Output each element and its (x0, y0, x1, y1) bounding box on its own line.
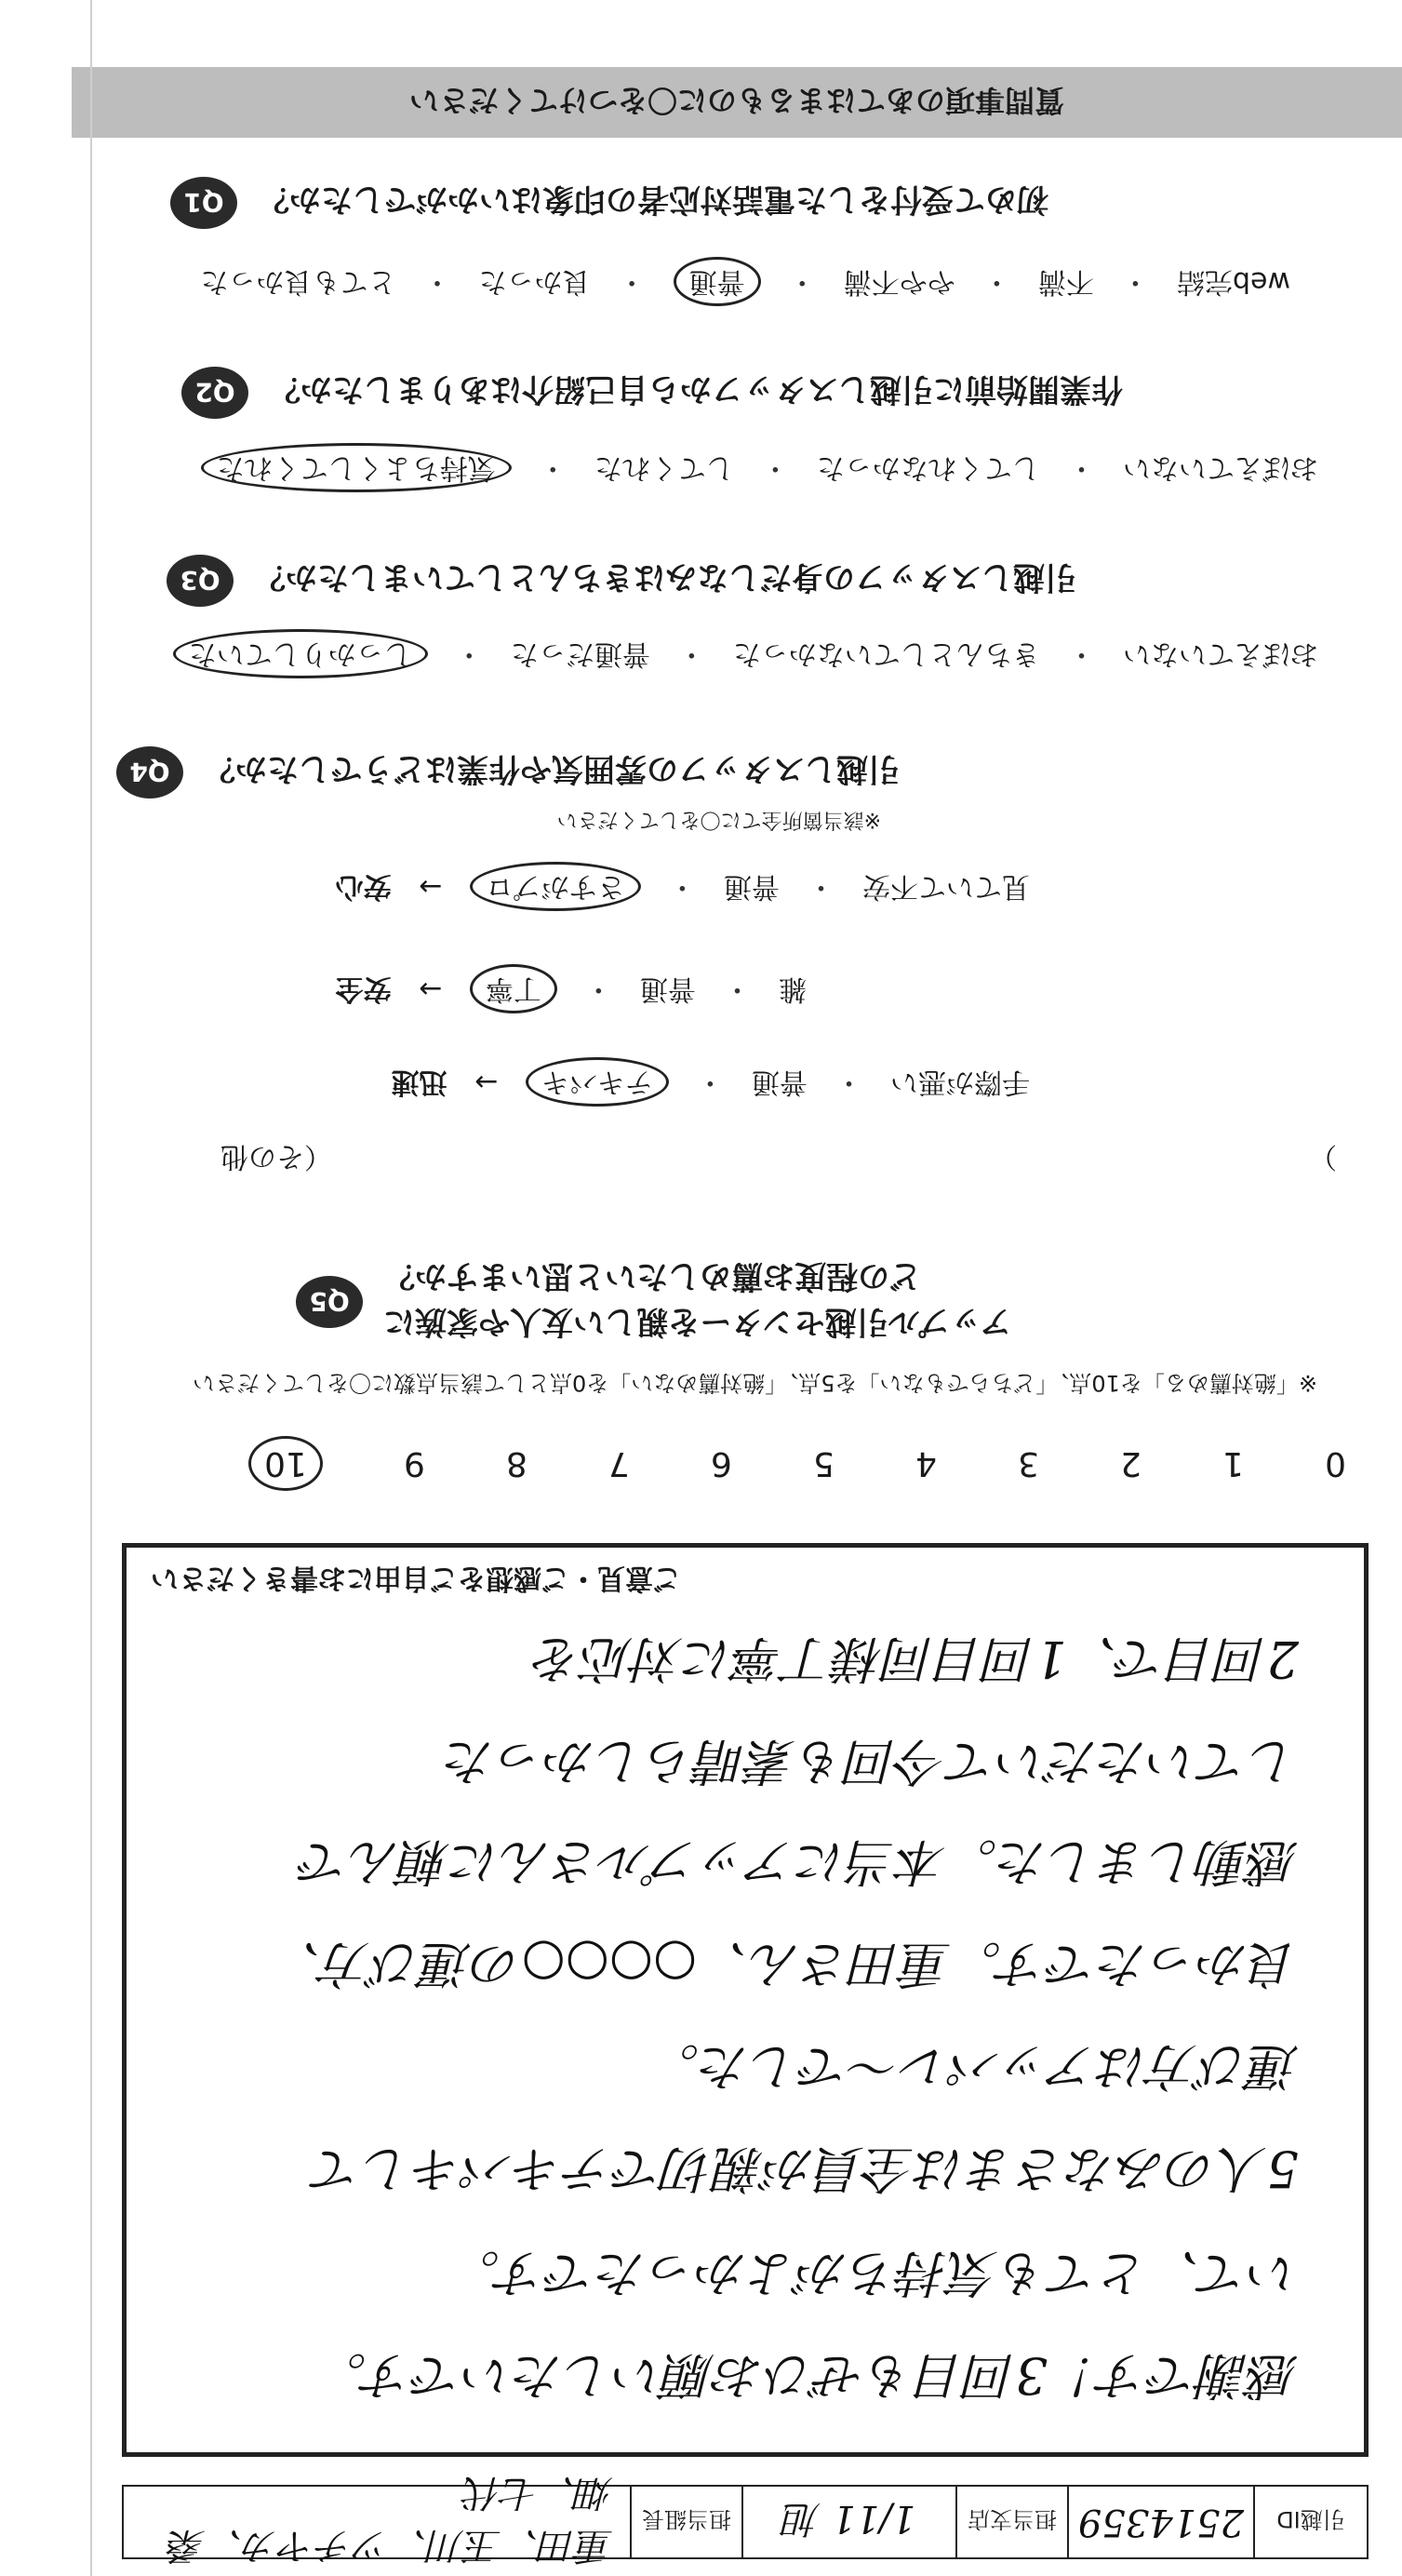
option[interactable]: おぼえていない (1123, 451, 1318, 484)
instruction-banner-text: 質問事項のあてはまるものに〇をつけてください (409, 83, 1065, 118)
hikoshi-id-label: 引越ID (1276, 2506, 1345, 2533)
q1-text: 初めて受付をした電話対応者の印象はいかがでしたか？ (258, 181, 1048, 219)
option-selected[interactable]: しっかりしていた (173, 629, 428, 678)
arrow: → (419, 973, 443, 1005)
scale-8[interactable]: 8 (505, 1444, 527, 1483)
header-table (122, 2471, 1369, 2567)
option[interactable]: web完結 (1176, 265, 1290, 298)
branch-value: 1/11 旭 (743, 2487, 957, 2557)
comment-line: 5人のみなさまは全員が親切でテキパキして (312, 2140, 1299, 2198)
scale-7[interactable]: 7 (608, 1444, 630, 1483)
q4-text: 引越しスタッフの雰囲気や作業はどうでしたか？ (204, 750, 900, 788)
comment-line: していただいて今回も素晴らしかった (445, 1732, 1299, 1791)
q4-other-open: （ (304, 1140, 332, 1173)
q4-other-label: その他 (220, 1140, 304, 1173)
team-value: 重田、玉川、ツチヤカ、桑畑、七代 (124, 2487, 632, 2557)
scale-2[interactable]: 2 (1120, 1444, 1142, 1483)
q2-options: おぼえていない ・ してくれなかった ・ してくれた ・ 気持ちよくしてくれた (182, 450, 1318, 491)
arrow: → (474, 1066, 499, 1098)
q5-text-line2: どの程度お薦めしたいと思いますか？ (383, 1257, 922, 1295)
q2-badge: Q2 (181, 367, 248, 419)
q3-badge: Q3 (167, 555, 234, 607)
hikoshi-id-value: 2514359 (1069, 2487, 1255, 2557)
comment-line: 2回目で、1回目同様丁寧に対応を (532, 1630, 1299, 1688)
q4-row-safety: 雑 ・ 普通 ・ 丁寧 → 安全 (317, 972, 807, 1013)
q2-text: 作業開始前に引越しスタッフから自己紹介はありましたか？ (269, 370, 1123, 409)
row-label: 迅速 (391, 1066, 447, 1098)
option[interactable]: 普通だった (510, 637, 650, 670)
team-label: 担当組長 (632, 2487, 743, 2557)
option[interactable]: してくれなかった (816, 451, 1040, 484)
comment-line: 感動しました。本当にアップルさんに頼んで (299, 1832, 1299, 1891)
scale-1[interactable]: 1 (1222, 1444, 1244, 1483)
scale-3[interactable]: 3 (1018, 1444, 1039, 1483)
option[interactable]: おぼえていない (1123, 637, 1318, 670)
comment-line: 運び方はアッパレ～でした。 (648, 2037, 1299, 2096)
q4-row-peace: 見ていて不安 ・ 普通 ・ さすがプロ → 安心 (317, 869, 1030, 910)
comment-line: 感謝です！3回目もぜひお願いしたいです。 (315, 2346, 1299, 2405)
option[interactable]: 不満 (1037, 265, 1094, 298)
option[interactable]: やや不満 (843, 265, 955, 298)
q5-text-line1: アップル引越センターを親しい友人や家族に (383, 1303, 1011, 1340)
comment-line: いて、とても気持ちがよかったです。 (449, 2244, 1299, 2302)
q2-question (161, 367, 1123, 419)
q5-scale (248, 1431, 1346, 1496)
option[interactable]: 手際が悪い (890, 1066, 1030, 1098)
option[interactable]: 見ていて不安 (862, 870, 1030, 903)
row-label: 安全 (335, 973, 392, 1005)
option[interactable]: してくれた (594, 451, 734, 484)
option[interactable]: きちんとしていなかった (732, 637, 1040, 670)
option-selected[interactable]: さすがプロ (470, 862, 641, 911)
comment-line: 良かったです。重田さん、○○○○の運び方、 (270, 1935, 1299, 1993)
q4-other (220, 1139, 1337, 1180)
arrow: → (419, 870, 443, 903)
option[interactable]: 普通 (639, 973, 696, 1005)
option[interactable]: 雑 (779, 973, 807, 1005)
scale-0[interactable]: 0 (1325, 1444, 1346, 1483)
q1-question (150, 177, 1048, 229)
comments-label: ご意見・ご感想をご自由にお書きください (151, 1562, 681, 1594)
branch-label: 担当支店 (957, 2487, 1069, 2557)
option-selected[interactable]: 気持ちよくしてくれた (201, 443, 512, 492)
scale-4[interactable]: 4 (915, 1444, 937, 1483)
option[interactable]: 普通 (723, 870, 780, 903)
comments-box (122, 1543, 1369, 2457)
q4-badge: Q4 (116, 746, 183, 798)
option[interactable]: 普通 (751, 1066, 808, 1098)
page-edge-line (90, 0, 92, 2576)
q1-badge: Q1 (170, 177, 237, 229)
q3-text: 引越しスタッフの身だしなみはきちんとしていましたか？ (254, 558, 1076, 597)
option[interactable]: とても良かった (200, 265, 396, 298)
row-label: 安心 (335, 870, 392, 903)
option-selected[interactable]: 普通 (674, 257, 761, 306)
scale-5[interactable]: 5 (813, 1444, 835, 1483)
q4-note: ※該当箇所全てに〇をしてください (556, 808, 881, 831)
option-selected[interactable]: テキパキ (526, 1057, 669, 1107)
q1-options: web完結 ・ 不満 ・ やや不満 ・ 普通 ・ 良かった ・ とても良かった (181, 264, 1290, 305)
option-selected[interactable]: 丁寧 (470, 964, 557, 1013)
q3-options: おぼえていない ・ きちんとしていなかった ・ 普通だった ・ しっかりしていた (154, 637, 1318, 678)
scale-9[interactable]: 9 (403, 1444, 425, 1483)
q4-question (96, 746, 900, 798)
q5-note: ※「絶対薦める」を10点、「どちらでもない」を5点、「絶対薦めない」を0点として該当点数に〇をしてください (193, 1370, 1317, 1396)
scale-6[interactable]: 6 (711, 1444, 732, 1483)
q5-question (275, 1256, 1011, 1348)
q4-other-close: ） (1309, 1140, 1337, 1173)
q3-question (146, 555, 1076, 607)
q5-badge: Q5 (296, 1276, 363, 1328)
option[interactable]: 良かった (478, 265, 591, 298)
scale-10-selected[interactable]: 10 (248, 1437, 323, 1492)
instruction-banner (72, 67, 1402, 138)
q4-row-speed: 手際が悪い ・ 普通 ・ テキパキ → 迅速 (373, 1065, 1030, 1106)
